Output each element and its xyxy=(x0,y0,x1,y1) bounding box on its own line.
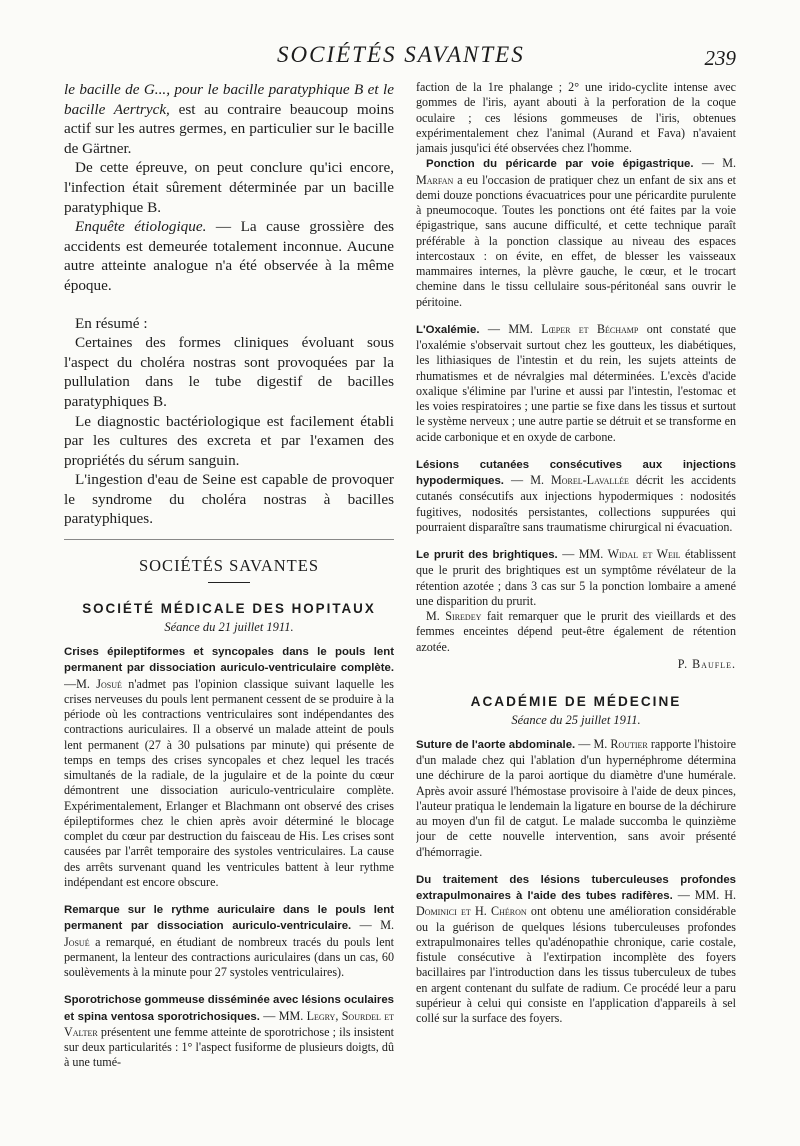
abstract: Remarque sur le rythme auriculaire dans le pouls lent permanent par dissociation auriculo-ventriculaire. — M. Josué a remarqué, en étudiant de nombreux tracés du pouls lent permanent, la lenteur des contractions auriculaires (dans un cas, 60 soulèvements à la minute pour 27 systoles ventriculaires). xyxy=(64,904,394,980)
paragraph: Enquête étiologique. — La cause grossière des accidents est demeurée totalement inconnue. Aucune autre atteinte analogue n'a été observée à la même époque. xyxy=(64,218,394,294)
summary-point: Certaines des formes cliniques évoluant sous l'aspect du choléra nostras sont provoquées par la pullulation dans le tube digestif de bacilles paratyphiques B. xyxy=(64,334,394,410)
emphasis: le bacille de G..., pour le bacille paratyphique B et le bacille Aertryck, xyxy=(64,81,394,118)
abstract-title: Le prurit des brightiques. xyxy=(416,549,558,561)
abstract-title: L'Oxalémie. xyxy=(416,323,480,336)
summary-point: L'ingestion d'eau de Seine est capable de provoquer le syndrome du choléra nostras à bacilles paratyphiques. xyxy=(64,471,394,528)
emphasis: Enquête étiologique. xyxy=(75,218,207,236)
abstract: Lésions cutanées consécutives aux injections hypodermiques. — M. Morel-Lavallée décrit les accidents cutanés consécutifs aux injections hypodermiques : nodosités fugitives, nodosités persistantes, collections suppurées qui pourraient disparaître sans traumatisme chirurgical ni évacuation. xyxy=(416,458,736,534)
session-date: Séance du 21 juillet 1911. xyxy=(164,620,294,635)
author: M. Siredey xyxy=(426,609,482,623)
abstract: Du traitement des lésions tuberculeuses profondes extrapulmonaires à l'aide des tubes radifères. — MM. H. Dominici et H. Chéron ont obtenu une amélioration considérable ou la guérison de quelques lésions tuberculeuses profondes extrapulmonaires telles qu'adénopathie chronique, carie costale, fistule consécutive à l'extirpation incomplète des foyers bacillaires par l'introduction dans les tissus tuberculeux de tubes en argent contenant du sulfate de radium. Ce procédé leur a paru supérieur à celui qui consiste en l'application d'appareils à sel collé sur la surface des foyers. xyxy=(416,873,736,1025)
abstract: Ponction du péricarde par voie épigastrique. — M. Marfan a eu l'occasion de pratiquer chez un enfant de six ans et demi douze ponctions évacuatrices pour une péricardite purulente à pneumocoque. Toutes les ponctions ont été faites par la voie épigastrique, sans aucune difficulté, et cette technique paraît préférable à la ponction classique au niveau des espaces intercostaux : on évite, en effet, de blesser les vaisseaux mammaires internes, la plèvre gauche, le cœur, et le trocart chemine dans le tissu cellulaire sous-péritonéal sans ouvrir le péritoine. xyxy=(416,156,736,309)
author: M. Morel-Lavallée xyxy=(530,473,629,487)
author: MM. H. Dominici et H. Chéron xyxy=(416,888,736,919)
abstract: Le prurit des brightiques. — MM. Widal et Weil établissent que le prurit des brightiques est un symptôme révélateur de la rétention azotée ; dans 3 cas sur 5 la ponction lombaire a amené une disparition du prurit. xyxy=(416,547,736,608)
abstracts-academie xyxy=(416,737,736,1027)
section-title: SOCIÉTÉS SAVANTES xyxy=(138,556,320,576)
author: MM. Widal et Weil xyxy=(578,547,681,561)
abstract-title: Lésions cutanées consécutives aux injections hypodermiques. xyxy=(416,458,736,487)
author: MM. Lœper et Béchamp xyxy=(508,321,639,336)
author: M. Routier xyxy=(593,736,648,751)
article-conclusion xyxy=(64,80,394,529)
abstract-title: Suture de l'aorte abdominale. xyxy=(416,738,576,751)
abstract-continuation: faction de la 1re phalange ; 2° une irido-cyclite intense avec gommes de l'iris, ayant abouti à la perforation de la coque oculaire ; ces lésions gommeuses de l'iris, obtenues expérimentalement chez l'animal (Aurand et Fava) n'avaient jamais jusqu'ici été observées chez l'homme. xyxy=(416,80,736,155)
abstracts-left xyxy=(64,644,394,1071)
author: M. Marfan xyxy=(416,156,736,187)
summary-point: Le diagnostic bactériologique est facilement établi par les cultures des excreta et par l'examen des propriétés du sérum sanguin. xyxy=(64,412,394,469)
left-column xyxy=(64,80,394,1126)
abstract-title: Ponction du péricarde par voie épigastrique. xyxy=(426,158,694,171)
paragraph: De cette épreuve, on peut conclure qu'ici encore, l'infection était sûrement déterminée par un bacille paratyphique B. xyxy=(64,159,394,216)
paragraph: M. Siredey fait remarquer que le prurit des vieillards et des femmes enceintes dépend peut-être également de rétention azotée. xyxy=(416,609,736,654)
author: M. Josué xyxy=(76,676,122,691)
abstract-title: Remarque sur le rythme auriculaire dans le pouls lent permanent par dissociation auriculo-ventriculaire. xyxy=(64,904,394,933)
abstract: L'Oxalémie. — MM. Lœper et Béchamp ont constaté que l'oxalémie s'observait surtout chez les goutteux, les diabétiques, les lithiasiques de l'intestin et du rein, les sujets atteints de rhumatismes et de névralgies mal déterminées. L'excès d'acide oxalique s'élimine par l'urine et aussi par l'intestin, l'estomac et les voies respiratoires ; une partie se fixe dans les tissus et surtout le système nerveux ; une autre partie se détruit et se transforme en acide carbonique et en oxyde de carbone. xyxy=(416,321,736,444)
abstract-title: Du traitement des lésions tuberculeuses profondes extrapulmonaires à l'aide des tubes radifères. xyxy=(416,873,736,902)
page-number: 239 xyxy=(704,46,736,70)
abstract: Crises épileptiformes et syncopales dans le pouls lent permanent par dissociation auriculo-ventriculaire complète. —M. Josué n'admet pas l'opinion classique suivant laquelle les crises nerveuses du pouls lent permanent cessent de se produire à la période où les contractions ventriculaires sont indépendantes des contractions auriculaires. Il a observé un malade atteint de pouls lent permanent (27 à 30 pulsations par minute) qui présente de temps en temps des crises syncopales et chez lequel les tracés simultanés de la radiale, de la jugulaire et de la pointe du cœur démontrent une dissociation auriculo-ventriculaire complète. Expérimentalement, Erlanger et Blachmann ont observé des crises épileptiformes chez le chien après avoir déterminé le blocage complet du cœur par destruction du faisceau de His. Les crises sont causées par l'arrêt temporaire des systoles ventriculaires. La cause des arrêts survenant quand les ventricules battent à leur rythme indépendant est encore obscure. xyxy=(64,646,394,889)
author: M. Josué xyxy=(64,918,394,949)
abstract-title: Sporotrichose gommeuse disséminée avec lésions oculaires et spina ventosa sporotrichosiques. xyxy=(64,994,394,1023)
session-date: Séance du 25 juillet 1911. xyxy=(511,712,641,727)
summary-label: En résumé : xyxy=(75,314,148,332)
abstract-title: Crises épileptiformes et syncopales dans le pouls lent permanent par dissociation auriculo-ventriculaire complète. xyxy=(64,646,394,675)
signature: P. Baufle. xyxy=(677,656,736,671)
abstracts-right xyxy=(416,80,736,672)
author: MM. Legry, Sourdel et Valter xyxy=(64,1008,394,1039)
section-rule xyxy=(208,582,250,583)
abstract: Sporotrichose gommeuse disséminée avec lésions oculaires et spina ventosa sporotrichosiques. — MM. Legry, Sourdel et Valter présentent une femme atteinte de sporotrichose ; ils insistent sur deux particularités : 1° l'aspect fusiforme de plusieurs doigts, dû à une tumé- xyxy=(64,994,394,1070)
abstract: Suture de l'aorte abdominale. — M. Routier rapporte l'histoire d'un malade chez qui l'ablation d'un hypernéphrome détermina une déchirure de la paroi aortique du diamètre d'une humérale. Après avoir assuré l'hémostase provisoire à l'aide de deux pinces, l'auteur pratiqua le lendemain la ligature en bourse de la déchirure au moyen d'un fil de catgut. Le malade succomba le quinzième jour de cette nouvelle intervention, sans avoir présenté d'hémorragie. xyxy=(416,736,736,859)
divider xyxy=(64,539,394,540)
page-header xyxy=(0,36,800,76)
society-heading: SOCIÉTÉ MÉDICALE DES HOPITAUX xyxy=(82,601,376,617)
paragraph: le bacille de G..., pour le bacille paratyphique B et le bacille Aertryck, est au contraire beaucoup moins actif sur les autres germes, en particulier sur le bacille de Gärtner. xyxy=(64,81,394,157)
running-title: SOCIÉTÉS SAVANTES xyxy=(277,42,525,67)
academy-heading: ACADÉMIE DE MÉDECINE xyxy=(470,693,682,709)
right-column xyxy=(416,80,736,1126)
